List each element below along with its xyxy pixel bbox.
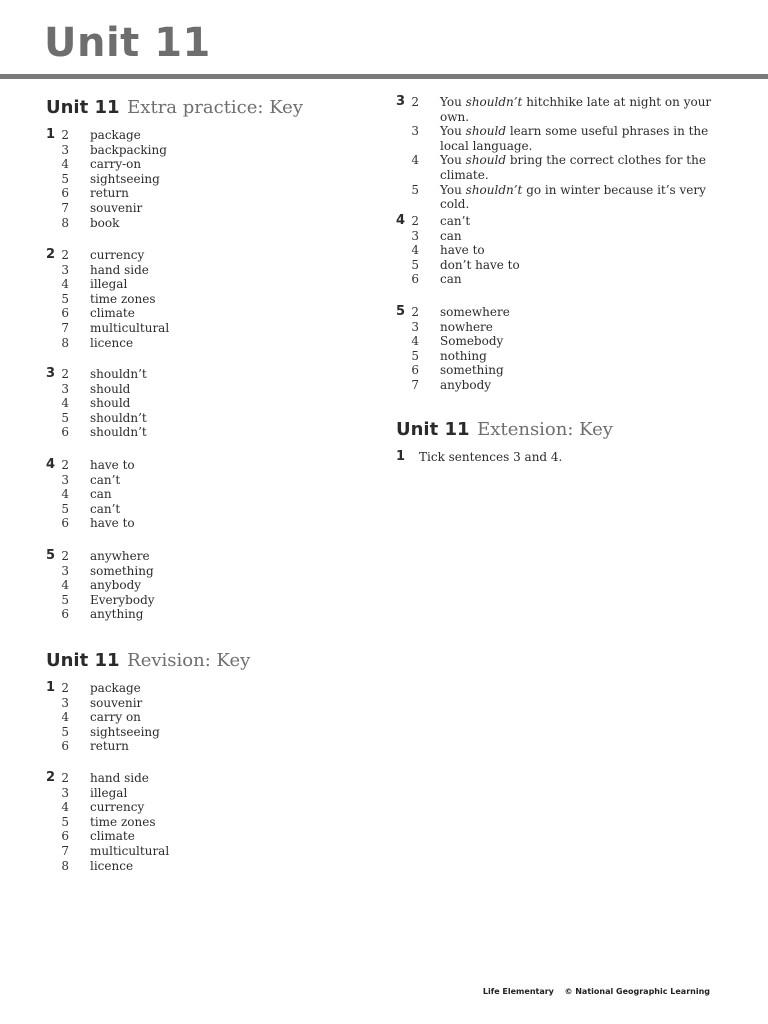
extra-exercise-3-continued — [396, 95, 736, 212]
answer-item — [46, 172, 366, 187]
answer-item — [46, 815, 366, 830]
item-number: 6 — [411, 272, 419, 287]
answer-item — [46, 593, 366, 608]
item-number: 2 — [61, 128, 69, 142]
answer-item — [46, 739, 366, 754]
extension-heading — [396, 415, 613, 442]
answer-text: hand side — [90, 262, 149, 277]
answer-text: Tick sentences 3 and 4. — [419, 450, 563, 464]
answer-item — [46, 516, 366, 531]
answer-text: nowhere — [440, 319, 493, 334]
exercise-number: 3 — [46, 366, 56, 381]
item-number: 6 — [61, 607, 69, 622]
answer-item — [46, 201, 366, 216]
exercise-number: 5 — [46, 548, 56, 563]
answer-text: multicultural — [90, 320, 170, 335]
answer-text: book — [90, 215, 120, 230]
answer-item — [396, 349, 736, 364]
answer-text: hand side — [90, 771, 149, 785]
exercise-number: 1 — [396, 449, 406, 464]
revision-unit: Unit 11 — [46, 650, 120, 671]
answer-text: package — [90, 681, 141, 695]
item-number: 2 — [61, 681, 69, 695]
answer-item — [396, 334, 736, 349]
item-number: 5 — [61, 501, 69, 516]
item-number: 4 — [61, 710, 69, 725]
item-number: 3 — [411, 124, 419, 139]
answer-item — [46, 336, 366, 351]
answer-item — [46, 411, 366, 426]
answer-text: licence — [90, 335, 134, 350]
answer-text: anybody — [90, 578, 142, 593]
answer-item — [46, 844, 366, 859]
answer-text: time zones — [90, 814, 156, 829]
answer-item — [396, 153, 736, 182]
extra-exercise-1 — [46, 128, 366, 230]
extra-practice-heading — [46, 93, 303, 120]
answer-text: can — [440, 272, 462, 287]
answer-post: learn some useful phrases in the local language. — [440, 124, 709, 153]
answer-text: illegal — [90, 785, 128, 800]
exercise-number: 4 — [396, 213, 406, 228]
answer-item — [396, 214, 736, 229]
answer-text: carry on — [90, 710, 141, 725]
answer-pre: You — [440, 153, 466, 168]
answer-item — [46, 786, 366, 801]
exercise-number: 3 — [396, 94, 406, 109]
item-number: 7 — [411, 377, 419, 392]
footer-copyright: © National Geographic Learning — [564, 987, 710, 996]
item-number: 2 — [411, 95, 419, 109]
answer-pre: You — [440, 95, 466, 109]
answer-text: return — [90, 186, 129, 201]
answer-item — [46, 458, 366, 473]
item-number: 5 — [61, 592, 69, 607]
item-number: 6 — [61, 425, 69, 440]
answer-item — [46, 425, 366, 440]
answer-item — [46, 382, 366, 397]
answer-post: go in winter because it’s very cold. — [440, 182, 706, 212]
answer-item — [396, 124, 736, 153]
answer-item — [396, 258, 736, 273]
answer-item — [46, 725, 366, 740]
answer-post: bring the correct clothes for the climate. — [440, 153, 706, 182]
item-number — [396, 450, 419, 465]
answer-item — [46, 367, 366, 382]
answer-text: should — [90, 396, 131, 411]
answer-text: should — [90, 381, 131, 396]
extension-unit: Unit 11 — [396, 419, 470, 440]
item-number: 3 — [411, 319, 419, 334]
answer-text — [440, 153, 720, 182]
answer-item — [46, 710, 366, 725]
answer-item — [46, 473, 366, 488]
item-number: 2 — [61, 458, 69, 472]
item-number: 8 — [61, 335, 69, 350]
answer-text: anybody — [440, 377, 492, 392]
answer-item — [46, 607, 366, 622]
item-number: 4 — [61, 157, 69, 172]
answer-item — [46, 396, 366, 411]
exercise-number: 2 — [46, 770, 56, 785]
answer-item — [396, 450, 736, 465]
item-number: 5 — [61, 171, 69, 186]
item-number: 6 — [61, 306, 69, 321]
answer-text: can’t — [90, 501, 121, 516]
answer-text: something — [90, 563, 154, 578]
extra-practice-title: Extra practice: Key — [127, 97, 303, 118]
answer-text: have to — [90, 458, 135, 472]
answer-item — [46, 487, 366, 502]
exercise-number: 2 — [46, 247, 56, 262]
answer-item — [46, 549, 366, 564]
answer-item — [46, 277, 366, 292]
item-number: 5 — [411, 257, 419, 272]
answer-text: somewhere — [440, 305, 510, 319]
exercise-number: 1 — [46, 127, 56, 142]
answer-emphasis: shouldn’t — [465, 182, 523, 197]
item-number: 4 — [61, 487, 69, 502]
revision-exercise-2 — [46, 771, 366, 873]
exercise-number: 5 — [396, 304, 406, 319]
answer-text: Somebody — [440, 334, 504, 349]
answer-text: have to — [90, 516, 135, 531]
answer-text: can — [440, 228, 462, 243]
answer-text: shouldn’t — [90, 425, 147, 440]
answer-post: hitchhike late at night on your own. — [440, 95, 712, 124]
extra-exercise-5 — [46, 549, 366, 622]
answer-text: something — [440, 363, 504, 378]
item-number: 4 — [411, 153, 419, 168]
answer-item — [46, 263, 366, 278]
answer-item — [46, 186, 366, 201]
answer-text: anything — [90, 607, 144, 622]
answer-text: backpacking — [90, 142, 167, 157]
answer-text: souvenir — [90, 695, 143, 710]
answer-text: can — [90, 487, 112, 502]
item-number: 2 — [61, 367, 69, 381]
item-number: 3 — [61, 695, 69, 710]
item-number: 4 — [61, 396, 69, 411]
page-title: Unit 11 — [44, 20, 211, 66]
item-number: 5 — [411, 348, 419, 363]
answer-text: can’t — [90, 472, 121, 487]
answer-text: nothing — [440, 348, 487, 363]
answer-item — [46, 248, 366, 263]
answer-item — [46, 143, 366, 158]
item-number: 6 — [61, 829, 69, 844]
item-number: 3 — [61, 262, 69, 277]
answer-text: have to — [440, 243, 485, 258]
extra-exercise-3 — [46, 367, 366, 440]
extra-exercise-4-continued — [396, 214, 736, 287]
answer-text: currency — [90, 248, 145, 262]
answer-text: shouldn’t — [90, 367, 147, 381]
answer-item — [396, 229, 736, 244]
extension-exercise-1 — [396, 450, 736, 465]
item-number: 4 — [411, 243, 419, 258]
answer-item — [396, 378, 736, 393]
item-number: 5 — [61, 724, 69, 739]
answer-item — [396, 363, 736, 378]
item-number: 3 — [61, 563, 69, 578]
answer-text: time zones — [90, 291, 156, 306]
answer-text: sightseeing — [90, 724, 160, 739]
item-number: 2 — [61, 771, 69, 785]
item-number: 7 — [61, 843, 69, 858]
item-number: 6 — [61, 186, 69, 201]
extra-exercise-4 — [46, 458, 366, 531]
item-number: 5 — [61, 814, 69, 829]
item-number: 2 — [411, 305, 419, 319]
answer-text — [440, 95, 720, 124]
item-number: 4 — [411, 334, 419, 349]
answer-text: carry-on — [90, 157, 142, 172]
answer-text: sightseeing — [90, 171, 160, 186]
item-number: 2 — [61, 248, 69, 262]
answer-text: shouldn’t — [90, 410, 147, 425]
extra-practice-unit: Unit 11 — [46, 97, 120, 118]
answer-item — [46, 578, 366, 593]
extra-exercise-2 — [46, 248, 366, 350]
answer-item — [396, 305, 736, 320]
answer-item — [46, 157, 366, 172]
item-number: 4 — [61, 578, 69, 593]
answer-item — [46, 564, 366, 579]
answer-item — [46, 829, 366, 844]
answer-item — [46, 128, 366, 143]
answer-item — [46, 859, 366, 874]
answer-text: illegal — [90, 277, 128, 292]
answer-text: multicultural — [90, 843, 170, 858]
answer-text: licence — [90, 858, 134, 873]
item-number: 2 — [411, 214, 419, 228]
extra-exercise-5-continued — [396, 305, 736, 393]
answer-emphasis: should — [465, 153, 507, 168]
answer-item — [46, 502, 366, 517]
item-number: 3 — [411, 228, 419, 243]
exercise-number: 1 — [46, 680, 56, 695]
answer-emphasis: should — [465, 124, 507, 139]
header-divider — [0, 74, 768, 79]
answer-item — [46, 292, 366, 307]
item-number: 6 — [61, 739, 69, 754]
item-number: 7 — [61, 320, 69, 335]
item-number: 3 — [61, 381, 69, 396]
answer-text — [440, 124, 720, 153]
item-number: 8 — [61, 858, 69, 873]
answer-item — [396, 183, 736, 212]
exercise-number: 4 — [46, 457, 56, 472]
answer-text: can’t — [440, 214, 471, 228]
item-number: 3 — [61, 785, 69, 800]
item-number: 5 — [61, 291, 69, 306]
answer-text: climate — [90, 306, 135, 321]
revision-exercise-1 — [46, 681, 366, 754]
item-number: 8 — [61, 215, 69, 230]
extension-title: Extension: Key — [477, 419, 613, 440]
answer-item — [396, 320, 736, 335]
revision-title: Revision: Key — [127, 650, 251, 671]
answer-text: Everybody — [90, 592, 155, 607]
answer-item — [46, 800, 366, 815]
answer-pre: You — [440, 124, 466, 139]
answer-item — [396, 95, 736, 124]
item-number: 7 — [61, 200, 69, 215]
answer-item — [46, 306, 366, 321]
answer-item — [396, 272, 736, 287]
answer-item — [46, 696, 366, 711]
item-number: 6 — [61, 516, 69, 531]
item-number: 5 — [61, 410, 69, 425]
answer-item — [46, 681, 366, 696]
answer-item — [46, 771, 366, 786]
item-number: 4 — [61, 277, 69, 292]
answer-emphasis: shouldn’t — [465, 95, 523, 109]
answer-text: climate — [90, 829, 135, 844]
item-number: 6 — [411, 363, 419, 378]
footer-book-title: Life Elementary — [482, 987, 554, 996]
answer-item — [46, 321, 366, 336]
revision-heading — [46, 646, 250, 673]
answer-text: currency — [90, 800, 145, 815]
item-number: 5 — [411, 182, 419, 197]
answer-text: don’t have to — [440, 257, 520, 272]
answer-text: anywhere — [90, 549, 150, 563]
item-number: 3 — [61, 472, 69, 487]
answer-text: package — [90, 128, 141, 142]
item-number: 4 — [61, 800, 69, 815]
item-number: 3 — [61, 142, 69, 157]
item-number: 2 — [61, 549, 69, 563]
answer-item — [396, 243, 736, 258]
answer-item — [46, 216, 366, 231]
answer-text: return — [90, 739, 129, 754]
answer-text: souvenir — [90, 200, 143, 215]
answer-pre: You — [440, 182, 466, 197]
footer — [483, 987, 710, 996]
answer-text — [440, 183, 720, 212]
